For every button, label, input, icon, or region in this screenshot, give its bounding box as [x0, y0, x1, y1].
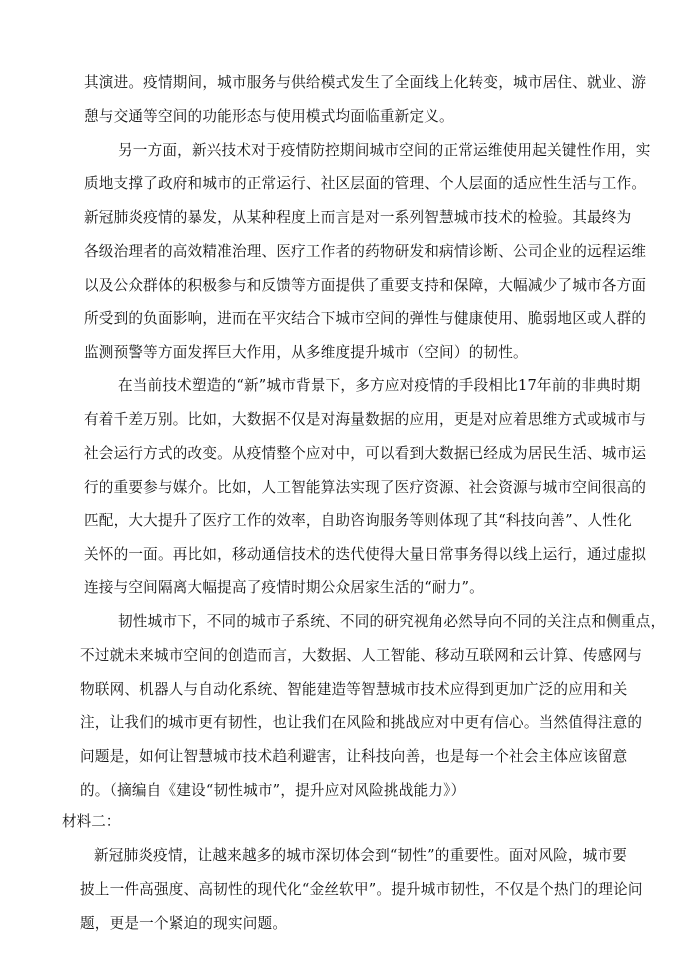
paragraph-line: 监测预警等方面发挥巨大作用，从多维度提升城市（空间）的韧性。 [84, 344, 528, 361]
paragraph-line: 匹配，大大提升了医疗工作的效率，自助咨询服务等则体现了其“科技向善”、人性化 [84, 512, 632, 529]
paragraph-line: 披上一件高强度、高韧性的现代化“金丝软甲”。提升城市韧性，不仅是个热门的理论问 [80, 881, 643, 898]
paragraph-line: 有着千差万别。比如，大数据不仅是对海量数据的应用，更是对应着思维方式或城市与 [84, 411, 647, 428]
paragraph-line: 连接与空间隔离大幅提高了疫情时期公众居家生活的“耐力”。 [84, 579, 484, 596]
paragraph-line: 物联网、机器人与自动化系统、智能建造等智慧城市技术应得到更加广泛的应用和关 [80, 681, 628, 698]
paragraph-line: 行的重要参与媒介。比如，人工智能算法实现了医疗资源、社会资源与城市空间很高的 [84, 479, 647, 496]
paragraph-line: 新冠肺炎疫情，让越来越多的城市深切体会到“韧性”的重要性。面对风险，城市要 [94, 847, 628, 864]
paragraph-line: 以及公众群体的积极参与和反馈等方面提供了重要支持和保障，大幅减少了城市各方面 [84, 277, 647, 294]
paragraph-line: 各级治理者的高效精准治理、医疗工作者的药物研发和病情诊断、公司企业的远程运维 [84, 243, 647, 260]
paragraph-line: 注，让我们的城市更有韧性，也让我们在风险和挑战应对中更有信心。当然值得注意的 [80, 714, 643, 731]
paragraph-line: 其演进。疫情期间，城市服务与供给模式发生了全面线上化转变，城市居住、就业、游 [84, 74, 647, 91]
paragraph-line: 另一方面，新兴技术对于疫情防控期间城市空间的正常运维使用起关键性作用，实 [118, 142, 651, 159]
paragraph-line: 关怀的一面。再比如，移动通信技术的迭代使得大量日常事务得以线上运行，通过虚拟 [84, 546, 647, 563]
paragraph-line: 社会运行方式的改变。从疫情整个应对中，可以看到大数据已经成为居民生活、城市运 [84, 445, 647, 462]
paragraph-line: 问题是，如何让智慧城市技术趋利避害，让科技向善，也是每一个社会主体应该留意 [80, 748, 628, 765]
paragraph-line: 的。（摘编自《建设“韧性城市”，提升应对风险挑战能力》） [80, 782, 466, 799]
paragraph-line: 不过就未来城市空间的创造而言，大数据、人工智能、移动互联网和云计算、传感网与 [80, 647, 643, 664]
paragraph-line: 憩与交通等空间的功能形态与使用模式均面临重新定义。 [84, 108, 454, 125]
paragraph-line: 韧性城市下，不同的城市子系统、不同的研究视角必然导向不同的关注点和侧重点， [118, 613, 666, 630]
paragraph-line: 新冠肺炎疫情的暴发，从某种程度上而言是对一系列智慧城市技术的检验。其最终为 [84, 209, 632, 226]
paragraph-line: 所受到的负面影响，进而在平灾结合下城市空间的弹性与健康使用、脆弱地区或人群的 [84, 310, 647, 327]
paragraph-line: 在当前技术塑造的“新”城市背景下，多方应对疫情的手段相比17年前的非典时期 [118, 377, 641, 394]
paragraph-line: 质地支撑了政府和城市的正常运行、社区层面的管理、个人层面的适应性生活与工作。 [84, 175, 647, 192]
section-heading-material-2: 材料二： [62, 813, 121, 830]
paragraph-line: 题，更是一个紧迫的现实问题。 [80, 915, 288, 932]
